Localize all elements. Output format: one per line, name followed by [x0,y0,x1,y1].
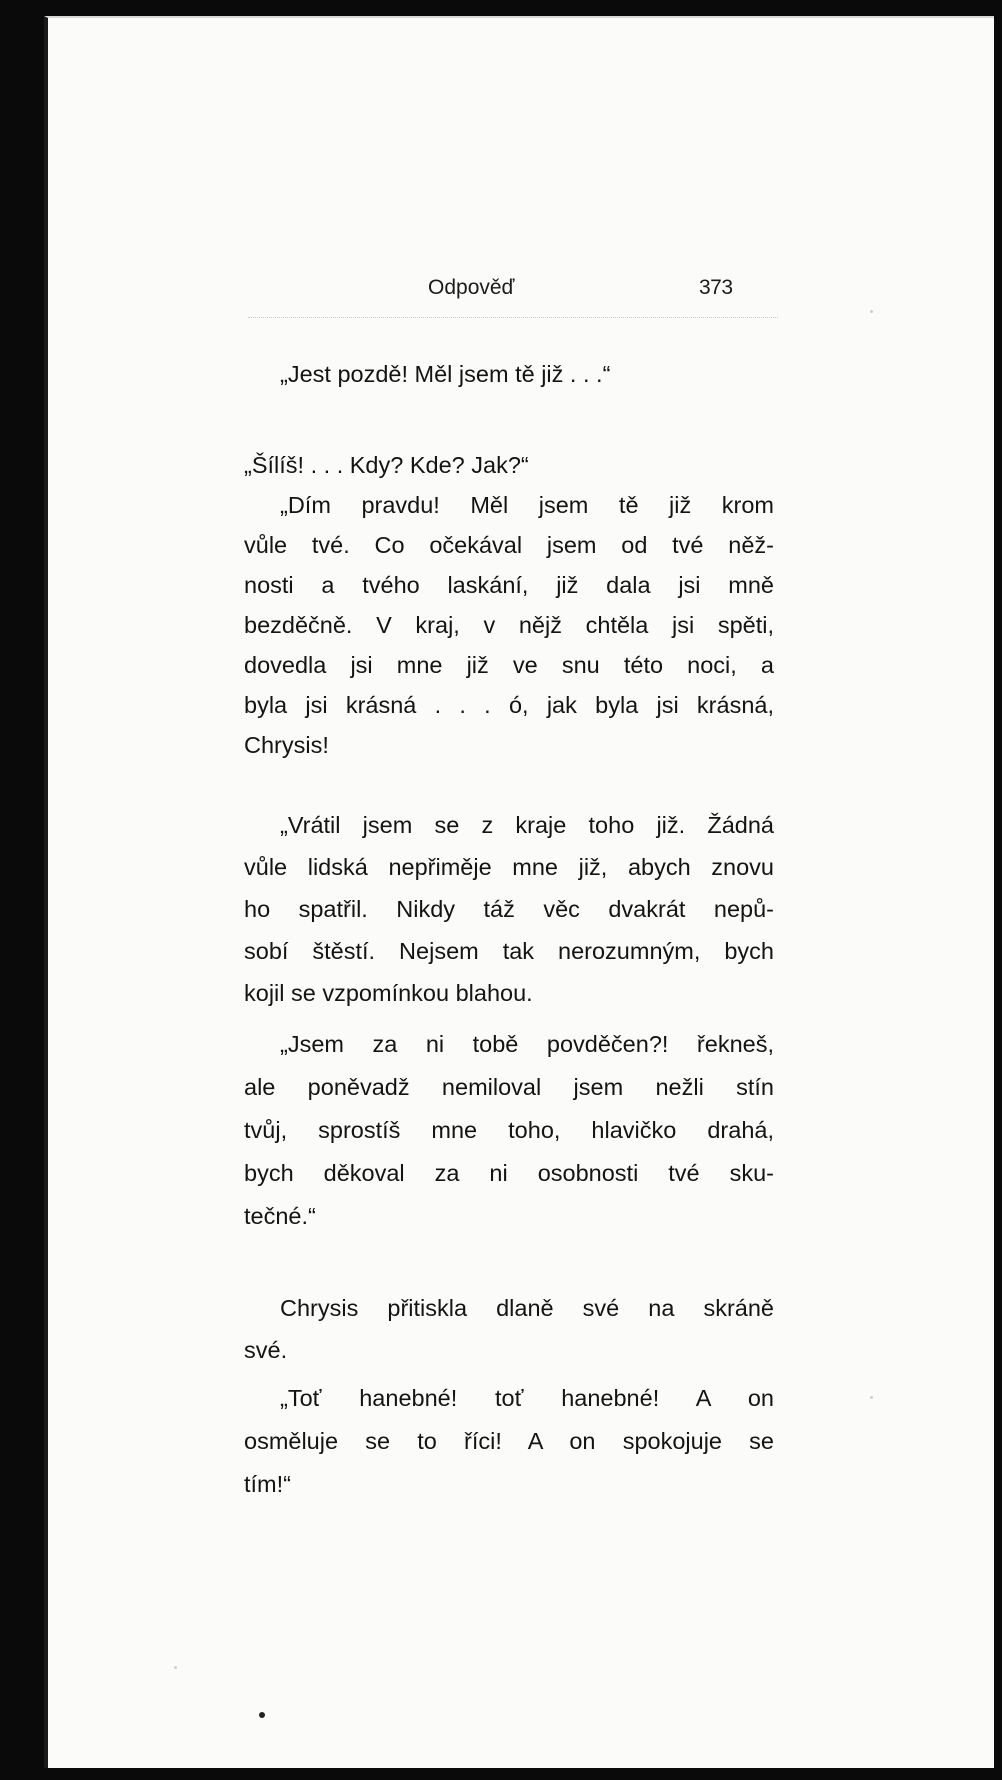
text-line: bezděčně. V kraj, v nějž chtěla jsi spěti, [244,612,774,638]
ink-speck [259,1712,265,1718]
header-rule [248,317,778,318]
paper-speck [870,310,873,313]
text-line: „Dím pravdu! Měl jsem tě již krom [280,492,774,518]
text-line: nosti a tvého laskání, již dala jsi mně [244,572,774,598]
text-line: byla jsi krásná . . . ó, jak byla jsi krásná, [244,692,774,718]
text-line: „Vrátil jsem se z kraje toho již. Žádná [280,812,774,838]
text-line: Chrysis! [244,732,329,758]
text-line: své. [244,1337,288,1363]
text-line: sobí štěstí. Nejsem tak nerozumným, bych [244,938,774,964]
text-line: „Šílíš! . . . Kdy? Kde? Jak?“ [244,452,529,478]
page-sheet [44,16,994,1768]
text-line: tečné.“ [244,1203,316,1229]
text-line: kojil se vzpomínkou blahou. [244,980,533,1006]
text-line: ale poněvadž nemiloval jsem nežli stín [244,1074,774,1100]
text-line: bych děkoval za ni osobnosti tvé sku- [244,1160,774,1186]
text-line: vůle tvé. Co očekával jsem od tvé něž- [244,532,774,558]
text-line: tím!“ [244,1471,291,1497]
paper-speck [870,1396,873,1399]
text-line: ho spatřil. Nikdy táž věc dvakrát nepů- [244,896,774,922]
text-line: „Jsem za ni tobě povděčen?! řekneš, [280,1031,774,1057]
page-number: 373 [699,276,733,299]
text-line: „Toť hanebné! toť hanebné! A on [280,1385,774,1411]
text-line: „Jest pozdě! Měl jsem tě již . . .“ [280,361,611,387]
running-title: Odpověď [428,276,515,299]
text-line: vůle lidská nepřiměje mne již, abych znovu [244,854,774,880]
text-line: Chrysis přitiskla dlaně své na skráně [280,1295,774,1321]
running-head [48,276,994,306]
text-line: tvůj, sprostíš mne toho, hlavičko drahá, [244,1117,774,1143]
text-line: dovedla jsi mne již ve snu této noci, a [244,652,774,678]
text-line: osměluje se to říci! A on spokojuje se [244,1428,774,1454]
paper-speck [174,1666,177,1669]
